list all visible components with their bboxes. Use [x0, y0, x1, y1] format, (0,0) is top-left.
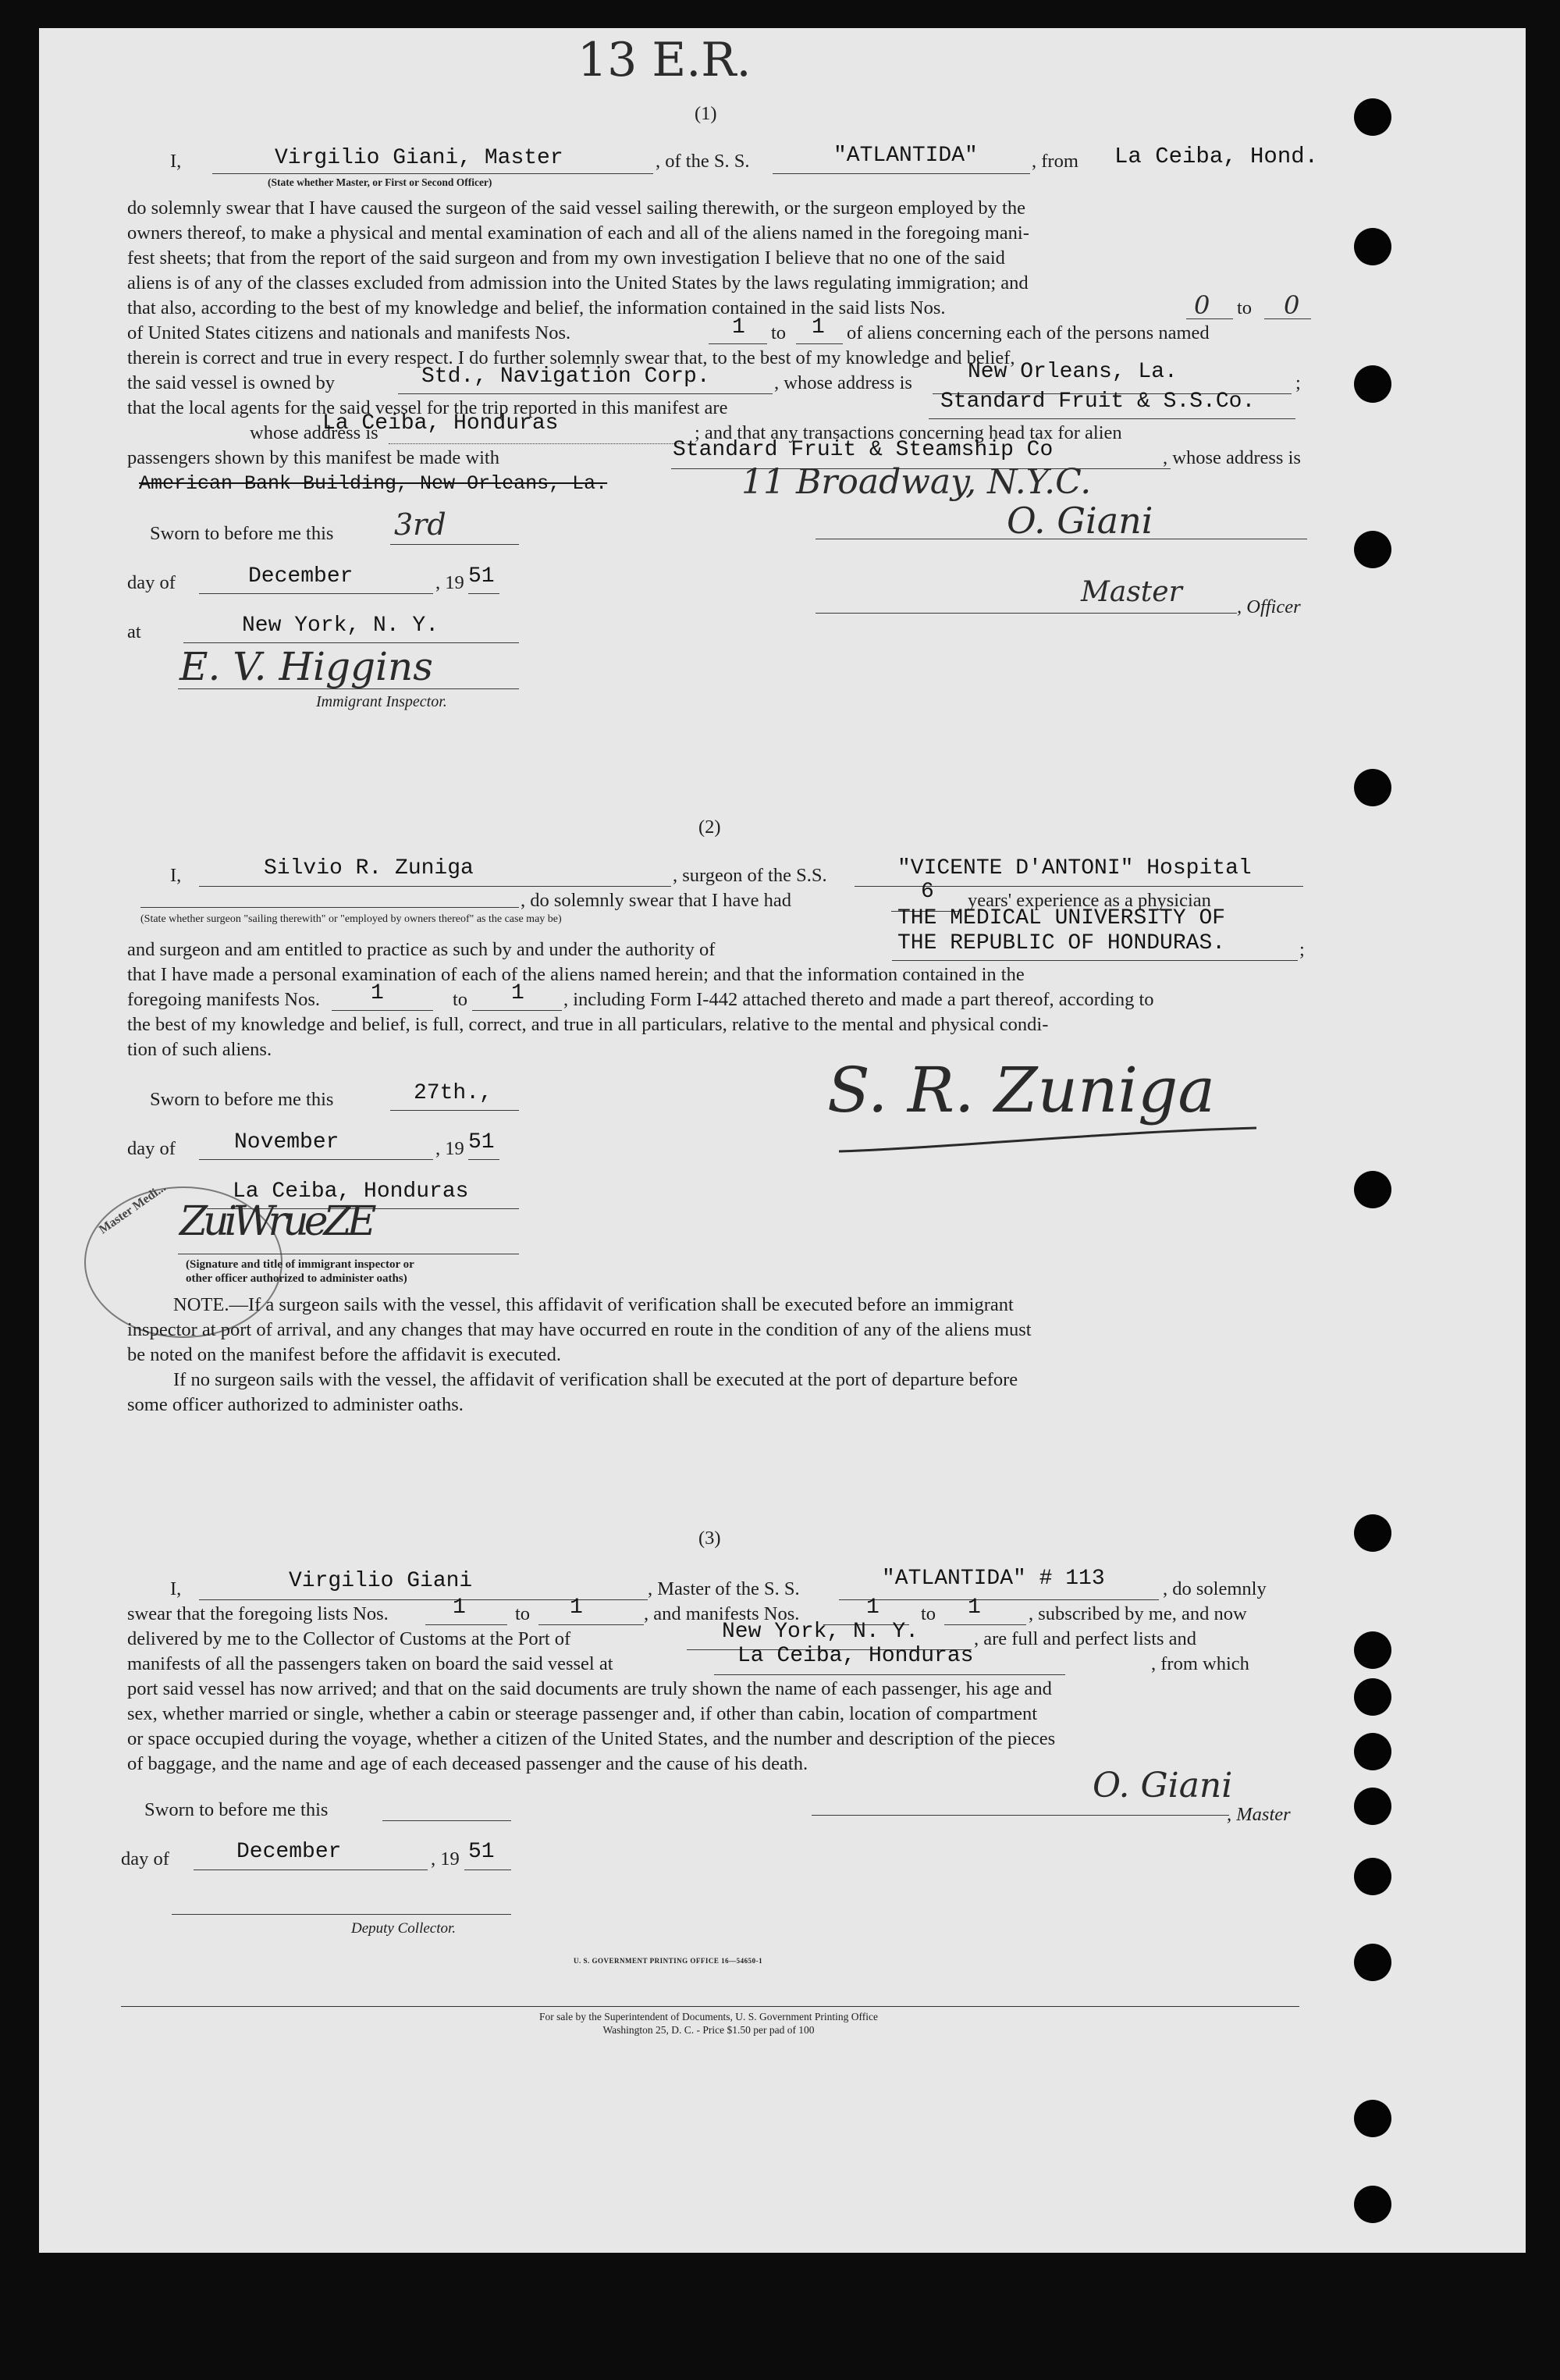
agents-line: [929, 418, 1295, 419]
sec2-line-b-2: , including Form I-442 attached thereto and made a part thereof, according to: [563, 989, 1154, 1010]
punch-hole: [1354, 769, 1391, 806]
master-of-label: , Master of the S. S.: [648, 1578, 800, 1599]
sec2-line-a: that I have made a personal examination of each of the aliens named herein; and that the information contained in the: [127, 964, 1025, 985]
sec3-month: December: [236, 1840, 342, 1864]
body-line-9: that the local agents for the said vessel for the trip reported in this manifest are: [127, 397, 728, 418]
header-note: 13 E.R.: [577, 33, 752, 87]
year-line: [468, 593, 499, 594]
whose-address-label: , whose address is: [774, 372, 912, 393]
sec3-lists-to-line: [538, 1624, 644, 1625]
port: New York, N. Y.: [722, 1620, 919, 1644]
section-3-number: (3): [698, 1528, 721, 1549]
agents: Standard Fruit & S.S.Co.: [940, 390, 1256, 414]
origin-line: [714, 1674, 1065, 1675]
day-of-label: day of: [127, 572, 176, 593]
sec3-master-signature: O. Giani: [1093, 1766, 1233, 1805]
vessel-line: [773, 173, 1030, 174]
master-name: Virgilio Giani, Master: [275, 146, 563, 170]
punch-hole: [1354, 365, 1391, 403]
sig-caption-2: other officer authorized to administer oaths): [186, 1272, 407, 1285]
i-label: I,: [170, 1578, 182, 1599]
sworn-day-line: [390, 544, 519, 545]
sec3-line1-c: , subscribed by me, and now: [1029, 1603, 1247, 1624]
punch-hole: [1354, 2100, 1391, 2137]
master-name-line: [212, 173, 653, 174]
sworn-day: 27th.,: [414, 1081, 492, 1105]
sec3-lists-from-line: [425, 1624, 507, 1625]
head-tax-party: Standard Fruit & Steamship Co: [673, 438, 1054, 462]
inspector-scribble: ZuiWrueZE: [179, 1198, 372, 1245]
sec2-line-b-1: foregoing manifests Nos.: [127, 989, 320, 1010]
sworn-label: Sworn to before me this: [150, 1089, 334, 1110]
sec3-line3-a: manifests of all the passengers taken on board the said vessel at: [127, 1653, 613, 1674]
sec2-manifests-to-line: [472, 1010, 562, 1011]
owner: Std., Navigation Corp.: [421, 365, 710, 389]
sec3-line7: of baggage, and the name and age of each deceased passenger and the cause of his death.: [127, 1753, 808, 1774]
note-3: be noted on the manifest before the affidavit is executed.: [127, 1344, 562, 1365]
footer-rule: [121, 2006, 1299, 2007]
sec3-manifests-from: 1: [866, 1596, 879, 1620]
punch-hole: [1354, 531, 1391, 568]
sec3-line4: port said vessel has now arrived; and that on the said documents are truly shown the name of each passenger, his age and: [127, 1678, 1052, 1699]
to-label: to: [515, 1603, 531, 1624]
years-text: years' experience as a physician: [968, 890, 1211, 911]
year-prefix: , 19: [435, 1138, 464, 1159]
to-label: to: [771, 322, 787, 343]
vessel-name: "ATLANTIDA": [833, 144, 978, 168]
from-port: La Ceiba, Hond.: [1114, 144, 1319, 169]
body-line-4: aliens is of any of the classes excluded from admission into the United States by the laws regulating immigration; and: [127, 272, 1029, 293]
sec3-line2-a: delivered by me to the Collector of Customs at the Port of: [127, 1628, 571, 1649]
punch-hole: [1354, 1858, 1391, 1895]
semicolon: ;: [1299, 939, 1305, 960]
head-tax-text: ; and that any transactions concerning head tax for alien: [695, 422, 1122, 443]
lists-to: 0: [1284, 290, 1300, 320]
master-signature-line: [812, 1815, 1229, 1816]
manifests-from-line: [709, 343, 767, 344]
inspector-caption: Immigrant Inspector.: [316, 693, 447, 710]
body-line-8: the said vessel is owned by: [127, 372, 336, 393]
month: December: [248, 564, 354, 589]
sworn-day-line: [382, 1820, 511, 1821]
role-caption: (State whether Master, or First or Second Officer): [268, 176, 492, 188]
master-handwritten: Master: [1081, 576, 1182, 608]
sworn-day-line: [390, 1110, 519, 1111]
sec3-manifests-to: 1: [968, 1596, 981, 1620]
body-line-3: fest sheets; that from the report of the said surgeon and from my own investigation I believe that no one of the said: [127, 247, 1005, 269]
body-line-5: that also, according to the best of my knowledge and belief, the information contained in the said lists Nos.: [127, 297, 946, 318]
surgeon-name: Silvio R. Zuniga: [264, 856, 474, 880]
month-line: [199, 593, 433, 594]
sec3-manifests-to-line: [944, 1624, 1026, 1625]
punch-hole: [1354, 1733, 1391, 1770]
surgeon-signature-underline: [835, 1124, 1272, 1163]
sec2-line-d: tion of such aliens.: [127, 1039, 272, 1060]
punch-hole: [1354, 228, 1391, 265]
body-line-6: of United States citizens and nationals and manifests Nos.: [127, 322, 571, 343]
sworn-day: 3rd: [394, 507, 446, 542]
to-label: to: [921, 1603, 936, 1624]
body-line-11: passengers shown by this manifest be made with: [127, 447, 499, 468]
body-line-7: therein is correct and true in every respect. I do further solemnly swear that, to the best of my knowledge and belief,: [127, 347, 1015, 368]
note-4: If no surgeon sails with the vessel, the affidavit of verification shall be executed at the port of departure before: [173, 1369, 1018, 1390]
month-line: [199, 1159, 433, 1160]
from-label: , from: [1032, 151, 1078, 172]
sec3-year: 51: [468, 1840, 495, 1864]
section-1-number: (1): [695, 103, 717, 124]
manifests-from: 1: [732, 315, 745, 340]
semicolon: ;: [1295, 372, 1301, 393]
years: 6: [921, 880, 934, 904]
to-label: to: [453, 989, 468, 1010]
manifests-to-line: [796, 343, 843, 344]
deputy-line: [172, 1914, 511, 1915]
section-2-number: (2): [698, 816, 721, 838]
sec3-line6: or space occupied during the voyage, whether a citizen of the United States, and the number and description of the pieces: [127, 1728, 1056, 1749]
owner-address: New Orleans, La.: [968, 360, 1178, 384]
punch-hole: [1354, 98, 1391, 136]
stamp-text: Master Medi...: [96, 1180, 169, 1237]
hospital: "VICENTE D'ANTONI" Hospital: [897, 856, 1252, 880]
lists-from: 0: [1194, 290, 1210, 320]
whose-address-label: , whose address is: [1163, 447, 1301, 468]
sec3-line1-b: , and manifests Nos.: [644, 1603, 800, 1624]
new-address-handwritten: 11 Broadway, N.Y.C.: [741, 462, 1092, 502]
note-2: inspector at port of arrival, and any changes that may have occurred en route in the condition of any of the aliens must: [127, 1319, 1032, 1340]
day-of-label: day of: [121, 1848, 169, 1869]
origin: La Ceiba, Honduras: [737, 1644, 974, 1668]
surgeon-of-label: , surgeon of the S.S.: [673, 865, 827, 886]
inspector-signature: E. V. Higgins: [179, 644, 433, 689]
gpo-line: U. S. GOVERNMENT PRINTING OFFICE 16—54650-1: [574, 1957, 763, 1965]
sec3-line2-b: , are full and perfect lists and: [974, 1628, 1197, 1649]
sec3-line1-a: swear that the foregoing lists Nos.: [127, 1603, 389, 1624]
punch-hole: [1354, 1514, 1391, 1552]
place-line: [183, 642, 519, 643]
vessel-line: [839, 1599, 1159, 1600]
sworn-label: Sworn to before me this: [150, 523, 334, 544]
year: 51: [468, 1130, 495, 1154]
note-5: some officer authorized to administer oaths.: [127, 1394, 464, 1415]
punch-hole: [1354, 1788, 1391, 1825]
year-line: [468, 1159, 499, 1160]
month-line: [194, 1869, 428, 1870]
punch-hole: [1354, 2186, 1391, 2223]
punch-hole: [1354, 1171, 1391, 1208]
footer-sale-1: For sale by the Superintendent of Documents, U. S. Government Printing Office: [539, 2011, 878, 2022]
officer-label-text: , Officer: [1237, 596, 1301, 617]
place: New York, N. Y.: [242, 614, 439, 638]
punch-hole: [1354, 1944, 1391, 1981]
year-line: [464, 1869, 511, 1870]
deputy-label: Deputy Collector.: [351, 1920, 457, 1937]
agents-address-line: [389, 443, 693, 444]
place: La Ceiba, Honduras: [233, 1179, 469, 1204]
sec3-line3-b: , from which: [1151, 1653, 1249, 1674]
body-line-2: owners thereof, to make a physical and mental examination of each and all of the aliens named in the foregoing mani-: [127, 222, 1029, 244]
year-prefix: , 19: [431, 1848, 460, 1869]
punch-hole: [1354, 1631, 1391, 1669]
year: 51: [468, 564, 495, 589]
surgeon-signature: S. R. Zuniga: [827, 1054, 1216, 1126]
body-line-1: do solemnly swear that I have caused the surgeon of the said vessel sailing therewith, or the surgeon employed by the: [127, 197, 1025, 219]
owner-line: [398, 393, 773, 394]
at-label: at: [127, 621, 141, 642]
officer-line: [816, 613, 1237, 614]
note-1: NOTE.—If a surgeon sails with the vessel, this affidavit of verification shall be executed before an immigrant: [173, 1294, 1014, 1315]
sworn-label: Sworn to before me this: [144, 1799, 329, 1820]
sec3-lists-to: 1: [570, 1596, 583, 1620]
officer-label: [1237, 595, 1301, 620]
i-label: I,: [170, 865, 182, 886]
i-label: I,: [170, 151, 182, 172]
sec3-vessel: "ATLANTIDA" # 113: [882, 1567, 1105, 1591]
month: November: [234, 1130, 339, 1154]
year-prefix: , 19: [435, 572, 464, 593]
sec3-lists-from: 1: [453, 1596, 466, 1620]
sec3-line5: sex, whether married or single, whether a cabin or steerage passenger and, if other than cabin, location of compartment: [127, 1703, 1038, 1724]
surgeon-caption: (State whether surgeon "sailing therewith" or "employed by owners thereof" as the case may be): [140, 913, 562, 925]
sig-caption-1: (Signature and title of immigrant inspector or: [186, 1258, 414, 1271]
authority-line-1: THE MEDICAL UNIVERSITY OF: [897, 906, 1226, 930]
sec3-master-name: Virgilio Giani: [289, 1569, 473, 1593]
surgeon-name-line: [199, 886, 671, 887]
punch-hole: [1354, 1678, 1391, 1716]
of-the-ss-label: , of the S. S.: [656, 151, 750, 172]
footer-sale-2: Washington 25, D. C. - Price $1.50 per pad of 100: [602, 2024, 815, 2036]
sec2-manifests-to: 1: [511, 981, 524, 1005]
to-label: to: [1237, 297, 1253, 318]
swear-text: , do solemnly swear that I have had: [521, 890, 791, 911]
manifests-to: 1: [812, 315, 825, 340]
sec2-manifests-from-line: [332, 1010, 433, 1011]
master-signature: O. Giani: [1007, 500, 1153, 542]
practice-text: and surgeon and am entitled to practice as such by and under the authority of: [127, 939, 716, 960]
aliens-text: of aliens concerning each of the persons named: [847, 322, 1210, 343]
day-of-label: day of: [127, 1138, 176, 1159]
authority-line: [892, 960, 1298, 961]
agents-address: La Ceiba, Honduras: [322, 411, 559, 436]
body-line-10: whose address is: [250, 422, 378, 443]
caption-line: [140, 907, 519, 908]
authority-line-2: THE REPUBLIC OF HONDURAS.: [897, 931, 1226, 955]
sec2-line-c: the best of my knowledge and belief, is full, correct, and true in all particulars, relative to the mental and physical condi-: [127, 1014, 1049, 1035]
old-address-struck: American Bank Building, New Orleans, La.: [139, 472, 608, 495]
master-label: , Master: [1227, 1804, 1291, 1825]
sec2-manifests-from: 1: [371, 981, 384, 1005]
solemnly-label: , do solemnly: [1163, 1578, 1267, 1599]
